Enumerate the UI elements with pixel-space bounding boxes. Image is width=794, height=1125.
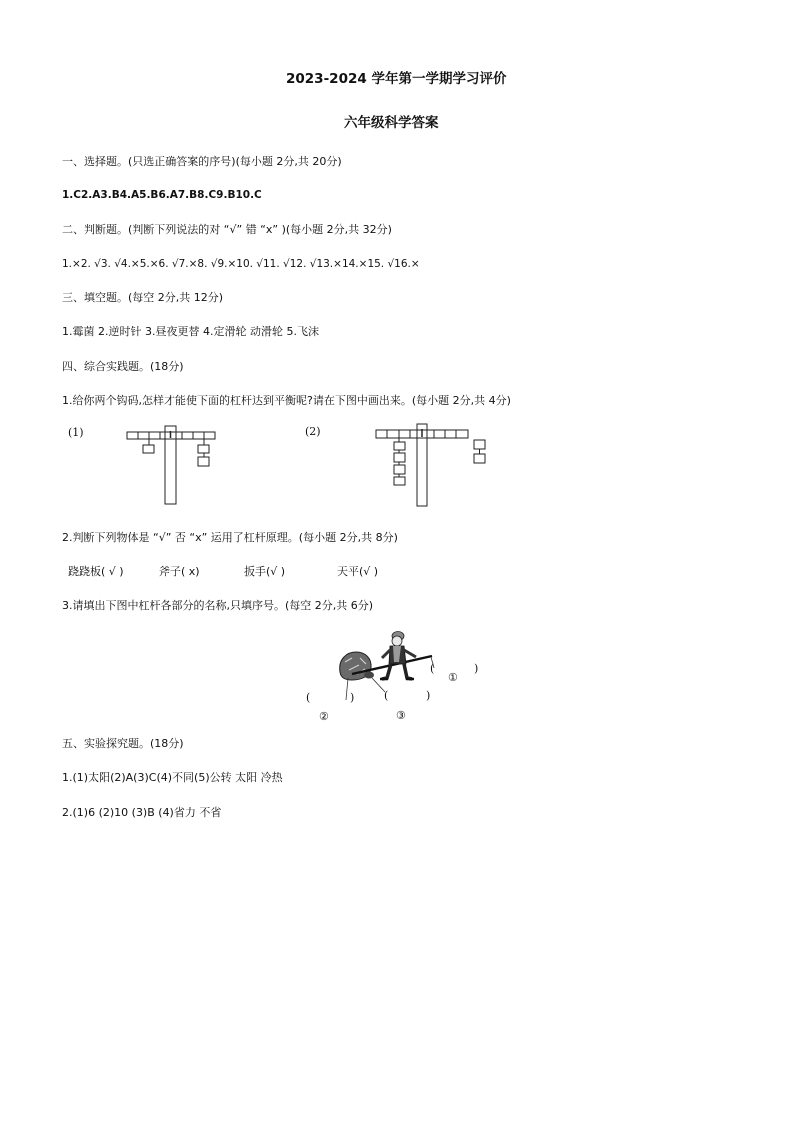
section-3-answer: 1.霉菌 2.逆时针 3.昼夜更替 4.定滑轮 动滑轮 5.飞沫 — [62, 325, 319, 338]
lever-judgement-item-balance: 天平(√ ) — [337, 565, 379, 578]
lever-answer-open-paren-2: ( — [306, 691, 311, 704]
lever-part-mark-1: ① — [448, 671, 458, 684]
lever-part-mark-2: ② — [319, 710, 329, 723]
section-1-answer: 1.C2.A3.B4.A5.B6.A7.B8.C9.B10.C — [62, 189, 262, 201]
section-4-question-2: 2.判断下列物体是 “√” 否 “x” 运用了杠杆原理。(每小题 2分,共 8分) — [62, 531, 398, 544]
lever-judgement-item-axe: 斧子( x) — [159, 565, 200, 578]
lever-answer-close-paren-3: ) — [426, 689, 431, 702]
section-5-answer-1: 1.(1)太阳(2)A(3)C(4)不同(5)公转 太阳 冷热 — [62, 771, 283, 784]
lever-answer-open-paren-1: ( — [430, 662, 435, 675]
lever-balance-figure-1 — [124, 420, 224, 510]
lever-part-mark-3: ③ — [396, 709, 406, 722]
section-1-heading: 一、选择题。(只选正确答案的序号)(每小题 2分,共 20分) — [62, 155, 342, 168]
section-5-heading: 五、实验探究题。(18分) — [62, 737, 184, 750]
section-4-heading: 四、综合实践题。(18分) — [62, 360, 184, 373]
document-title: 2023-2024 学年第一学期学习评价 — [286, 71, 507, 87]
section-4-question-3: 3.请填出下图中杠杆各部分的名称,只填序号。(每空 2分,共 6分) — [62, 599, 374, 612]
lever-judgement-item-wrench: 扳手(√ ) — [244, 565, 286, 578]
section-2-answer: 1.×2. √3. √4.×5.×6. √7.×8. √9.×10. √11. √12. √13.×14.×15. √16.× — [62, 258, 420, 270]
lever-answer-close-paren-1: ) — [474, 662, 479, 675]
section-4-question-1: 1.给你两个钩码,怎样才能使下面的杠杆达到平衡呢?请在下图中画出来。(每小题 2分,共 4分) — [62, 394, 511, 407]
figure-2-label: (2) — [305, 425, 321, 438]
lever-answer-close-paren-2: ) — [350, 691, 355, 704]
lever-judgement-item-seesaw: 跷跷板( √ ) — [68, 565, 124, 578]
lever-answer-open-paren-3: ( — [384, 689, 389, 702]
figure-1-label: (1) — [68, 426, 84, 439]
section-3-heading: 三、填空题。(每空 2分,共 12分) — [62, 291, 224, 304]
document-subtitle: 六年级科学答案 — [344, 115, 439, 131]
section-2-heading: 二、判断题。(判断下列说法的对 “√” 错 “x” )(每小题 2分,共 32分) — [62, 223, 392, 236]
lever-balance-figure-2 — [374, 420, 494, 510]
section-5-answer-2: 2.(1)6 (2)10 (3)B (4)省力 不省 — [62, 806, 222, 819]
